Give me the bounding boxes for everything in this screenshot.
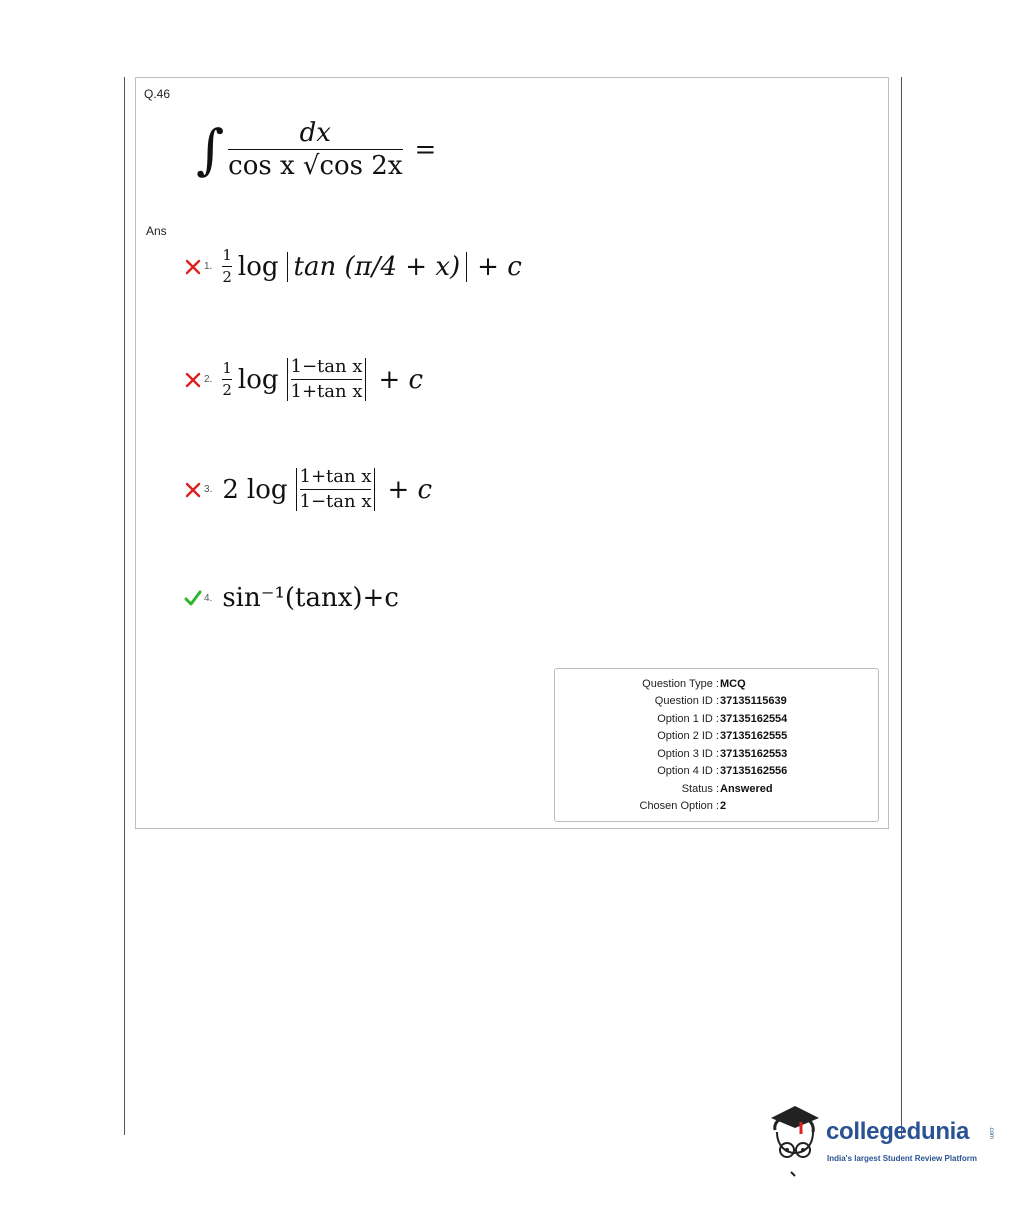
logo-suffix: .com: [988, 1126, 994, 1140]
logo-tagline: India's largest Student Review Platform: [827, 1154, 977, 1163]
page-left-border: [124, 77, 125, 1135]
cross-icon: [184, 258, 202, 276]
option-3: [184, 468, 432, 511]
integral-denominator: cos x √cos 2x: [228, 151, 403, 181]
question-number: Q.46: [144, 87, 171, 101]
info-row-chosen-option: Chosen Option : 2: [639, 800, 727, 812]
info-row-option-1-id: Option 1 ID : 37135162554: [657, 713, 788, 725]
cross-icon: [184, 481, 202, 499]
option-2: [184, 358, 423, 401]
option-coefficient: 1: [222, 359, 232, 377]
option-number: 2.: [204, 374, 213, 385]
cross-icon: [184, 371, 202, 389]
option-log: log: [237, 251, 279, 282]
option-body-numerator: 1−tan x: [290, 356, 363, 377]
option-coefficient-den: 2: [222, 268, 232, 286]
option-coefficient-den: 2: [222, 381, 232, 399]
info-row-question-id: Question ID : 37135115639: [654, 695, 787, 707]
option-1: [184, 248, 522, 285]
option-coefficient: 2: [222, 474, 239, 505]
option-4: [184, 583, 399, 613]
answer-label: Ans: [146, 224, 167, 238]
option-constant: + c: [387, 474, 433, 505]
info-row-status: Status : Answered: [681, 783, 773, 795]
info-row-option-3-id: Option 3 ID : 37135162553: [657, 748, 788, 760]
option-body-numerator: 1+tan x: [299, 466, 372, 487]
checkmark-icon: [184, 589, 202, 607]
integral-numerator: dx: [299, 118, 331, 148]
logo-wordmark: collegedunia: [826, 1118, 970, 1145]
integral-equals: =: [414, 134, 437, 165]
option-number: 1.: [204, 261, 213, 272]
option-log: log: [237, 364, 279, 395]
student-mascot-icon: [765, 1100, 825, 1180]
info-row-option-2-id: Option 2 ID : 37135162555: [657, 730, 788, 742]
integral-fraction: [228, 120, 402, 179]
info-row-option-4-id: Option 4 ID : 37135162556: [657, 765, 788, 777]
integral-sign: ∫: [196, 117, 225, 181]
question-info-panel: [554, 668, 879, 822]
option-constant: + c: [477, 251, 522, 282]
option-body-denominator: 1−tan x: [299, 491, 372, 512]
collegedunia-logo: [765, 1100, 995, 1180]
option-constant: + c: [378, 364, 424, 395]
info-row-question-type: Question Type : MCQ: [642, 678, 746, 690]
option-log: log: [246, 474, 288, 505]
question-card: [135, 77, 889, 829]
option-number: 4.: [204, 592, 213, 604]
option-body: tan (π/4 + x): [287, 252, 468, 282]
option-body-denominator: 1+tan x: [290, 381, 363, 402]
page-right-border: [901, 77, 902, 1139]
option-coefficient: 1: [222, 246, 232, 264]
question-integral: [196, 117, 437, 181]
option-number: 3.: [204, 484, 213, 495]
option-expression: sin⁻¹(tanx)+c: [222, 583, 399, 613]
